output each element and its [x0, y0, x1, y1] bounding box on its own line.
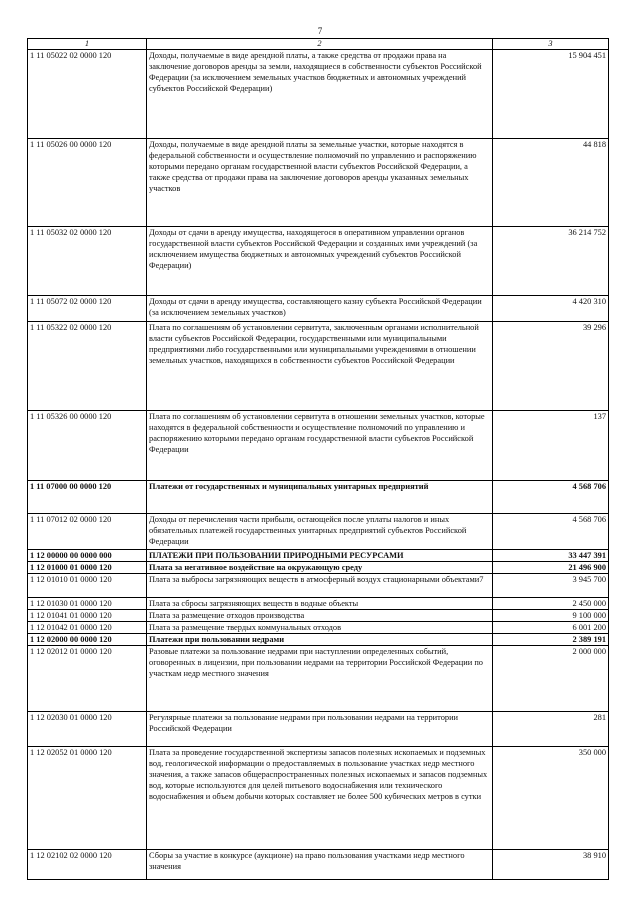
row-description: Доходы, получаемые в виде арендной платы за земельные участки, которые находятся в федеральной собственности и осуществление полномочий по управлению и распоряжению которыми передано органам государственной власти субъектов Российской Федерации, а также средства от продажи права на заключение договоров аренды указанных земельных участков [147, 139, 493, 227]
table-row [28, 50, 609, 139]
row-code: 1 12 01000 01 0000 120 [28, 562, 147, 574]
table-row [28, 322, 609, 411]
row-amount: 38 910 [493, 850, 609, 880]
row-code: 1 11 05326 00 0000 120 [28, 411, 147, 481]
row-code: 1 12 01030 01 0000 120 [28, 598, 147, 610]
row-amount: 137 [493, 411, 609, 481]
row-amount: 2 389 191 [493, 634, 609, 646]
row-amount: 39 296 [493, 322, 609, 411]
table-header-row [28, 39, 609, 50]
table-row [28, 712, 609, 747]
row-description: Платежи от государственных и муниципальных унитарных предприятий [147, 481, 493, 514]
row-code: 1 11 05322 02 0000 120 [28, 322, 147, 411]
table-row [28, 562, 609, 574]
row-description: Плата по соглашениям об установлении сервитута в отношении земельных участков, которые находятся в федеральной собственности и осуществление полномочий по управлению и распоряжению которыми передано органам государственной власти субъектов Российской Федерации [147, 411, 493, 481]
row-code: 1 11 05032 02 0000 120 [28, 227, 147, 296]
table-row [28, 514, 609, 550]
row-amount: 281 [493, 712, 609, 747]
column-header-amount: 3 [493, 39, 609, 50]
table-row [28, 411, 609, 481]
row-description: Доходы от сдачи в аренду имущества, находящегося в оперативном управлении органов государственной власти субъектов Российской Федерации и созданных ими учреждений (за исключением имущества бюджетных и автономных учреждений субъектов Российской Федерации) [147, 227, 493, 296]
table-row [28, 747, 609, 850]
table-row [28, 139, 609, 227]
table-row [28, 646, 609, 712]
row-code: 1 12 01041 01 0000 120 [28, 610, 147, 622]
row-amount: 44 818 [493, 139, 609, 227]
row-code: 1 12 01042 01 0000 120 [28, 622, 147, 634]
column-header-description: 2 [147, 39, 493, 50]
row-description: Доходы, получаемые в виде арендной платы, а также средства от продажи права на заключение договоров аренды за земли, находящиеся в собственности субъектов Российской Федерации (за исключением земельных участков бюджетных и автономных учреждений субъектов Российской Федерации) [147, 50, 493, 139]
row-code: 1 12 02102 02 0000 120 [28, 850, 147, 880]
row-description: Плата за негативное воздействие на окружающую среду [147, 562, 493, 574]
row-description: Плата за размещение твердых коммунальных отходов [147, 622, 493, 634]
row-code: 1 12 02052 01 0000 120 [28, 747, 147, 850]
row-amount: 15 904 451 [493, 50, 609, 139]
row-code: 1 11 07000 00 0000 120 [28, 481, 147, 514]
row-amount: 9 100 000 [493, 610, 609, 622]
row-code: 1 12 00000 00 0000 000 [28, 550, 147, 562]
table-row [28, 850, 609, 880]
row-description: Разовые платежи за пользование недрами при наступлении определенных событий, оговоренных в лицензии, при пользовании недрами на территории Российской Федерации по участкам недр местного значения [147, 646, 493, 712]
row-description: Плата за сбросы загрязняющих веществ в водные объекты [147, 598, 493, 610]
table-row [28, 634, 609, 646]
table-row [28, 574, 609, 598]
row-description: Доходы от перечисления части прибыли, остающейся после уплаты налогов и иных обязательных платежей государственных унитарных предприятий субъектов Российской Федерации [147, 514, 493, 550]
row-amount: 2 000 000 [493, 646, 609, 712]
row-amount: 2 450 000 [493, 598, 609, 610]
row-description: Регулярные платежи за пользование недрами при пользовании недрами на территории Российской Федерации [147, 712, 493, 747]
row-code: 1 12 02030 01 0000 120 [28, 712, 147, 747]
table-row [28, 227, 609, 296]
row-description: Доходы от сдачи в аренду имущества, составляющего казну субъекта Российской Федерации (за исключением земельных участков) [147, 296, 493, 322]
row-description: Плата за проведение государственной экспертизы запасов полезных ископаемых и подземных вод, геологической информации о предоставляемых в пользование участках недр местного значения, а также запасов общераспространенных полезных ископаемых и запасов подземных вод, которые используются для целей питьевого водоснабжения или технического водоснабжения и объем добычи которых составляет не более 500 кубических метров в сутки [147, 747, 493, 850]
table-row [28, 622, 609, 634]
row-code: 1 12 02012 01 0000 120 [28, 646, 147, 712]
revenue-table [27, 38, 609, 880]
row-code: 1 11 05026 00 0000 120 [28, 139, 147, 227]
row-code: 1 11 05072 02 0000 120 [28, 296, 147, 322]
row-amount: 350 000 [493, 747, 609, 850]
row-description: Плата по соглашениям об установлении сервитута, заключенным органами исполнительной власти субъектов Российской Федерации, государственными или муниципальными предприятиями либо государственными или муниципальными учреждениями в отношении земельных участков, находящихся в собственности субъектов Российской Федерации [147, 322, 493, 411]
row-amount: 4 420 310 [493, 296, 609, 322]
row-description: Платежи при пользовании недрами [147, 634, 493, 646]
column-header-code: 1 [28, 39, 147, 50]
row-code: 1 12 01010 01 0000 120 [28, 574, 147, 598]
table-row [28, 610, 609, 622]
row-code: 1 11 05022 02 0000 120 [28, 50, 147, 139]
table-body [28, 50, 609, 880]
row-description: ПЛАТЕЖИ ПРИ ПОЛЬЗОВАНИИ ПРИРОДНЫМИ РЕСУРСАМИ [147, 550, 493, 562]
row-amount: 21 496 900 [493, 562, 609, 574]
row-amount: 3 945 700 [493, 574, 609, 598]
row-description: Плата за выбросы загрязняющих веществ в атмосферный воздух стационарными объектами7 [147, 574, 493, 598]
row-amount: 4 568 706 [493, 481, 609, 514]
row-amount: 6 001 200 [493, 622, 609, 634]
row-code: 1 11 07012 02 0000 120 [28, 514, 147, 550]
row-amount: 4 568 706 [493, 514, 609, 550]
table-row [28, 550, 609, 562]
page-number: 7 [317, 26, 323, 36]
row-code: 1 12 02000 00 0000 120 [28, 634, 147, 646]
row-amount: 33 447 391 [493, 550, 609, 562]
row-description: Плата за размещение отходов производства [147, 610, 493, 622]
table-row [28, 598, 609, 610]
row-amount: 36 214 752 [493, 227, 609, 296]
row-description: Сборы за участие в конкурсе (аукционе) на право пользования участками недр местного значения [147, 850, 493, 880]
table-row [28, 296, 609, 322]
table-row [28, 481, 609, 514]
